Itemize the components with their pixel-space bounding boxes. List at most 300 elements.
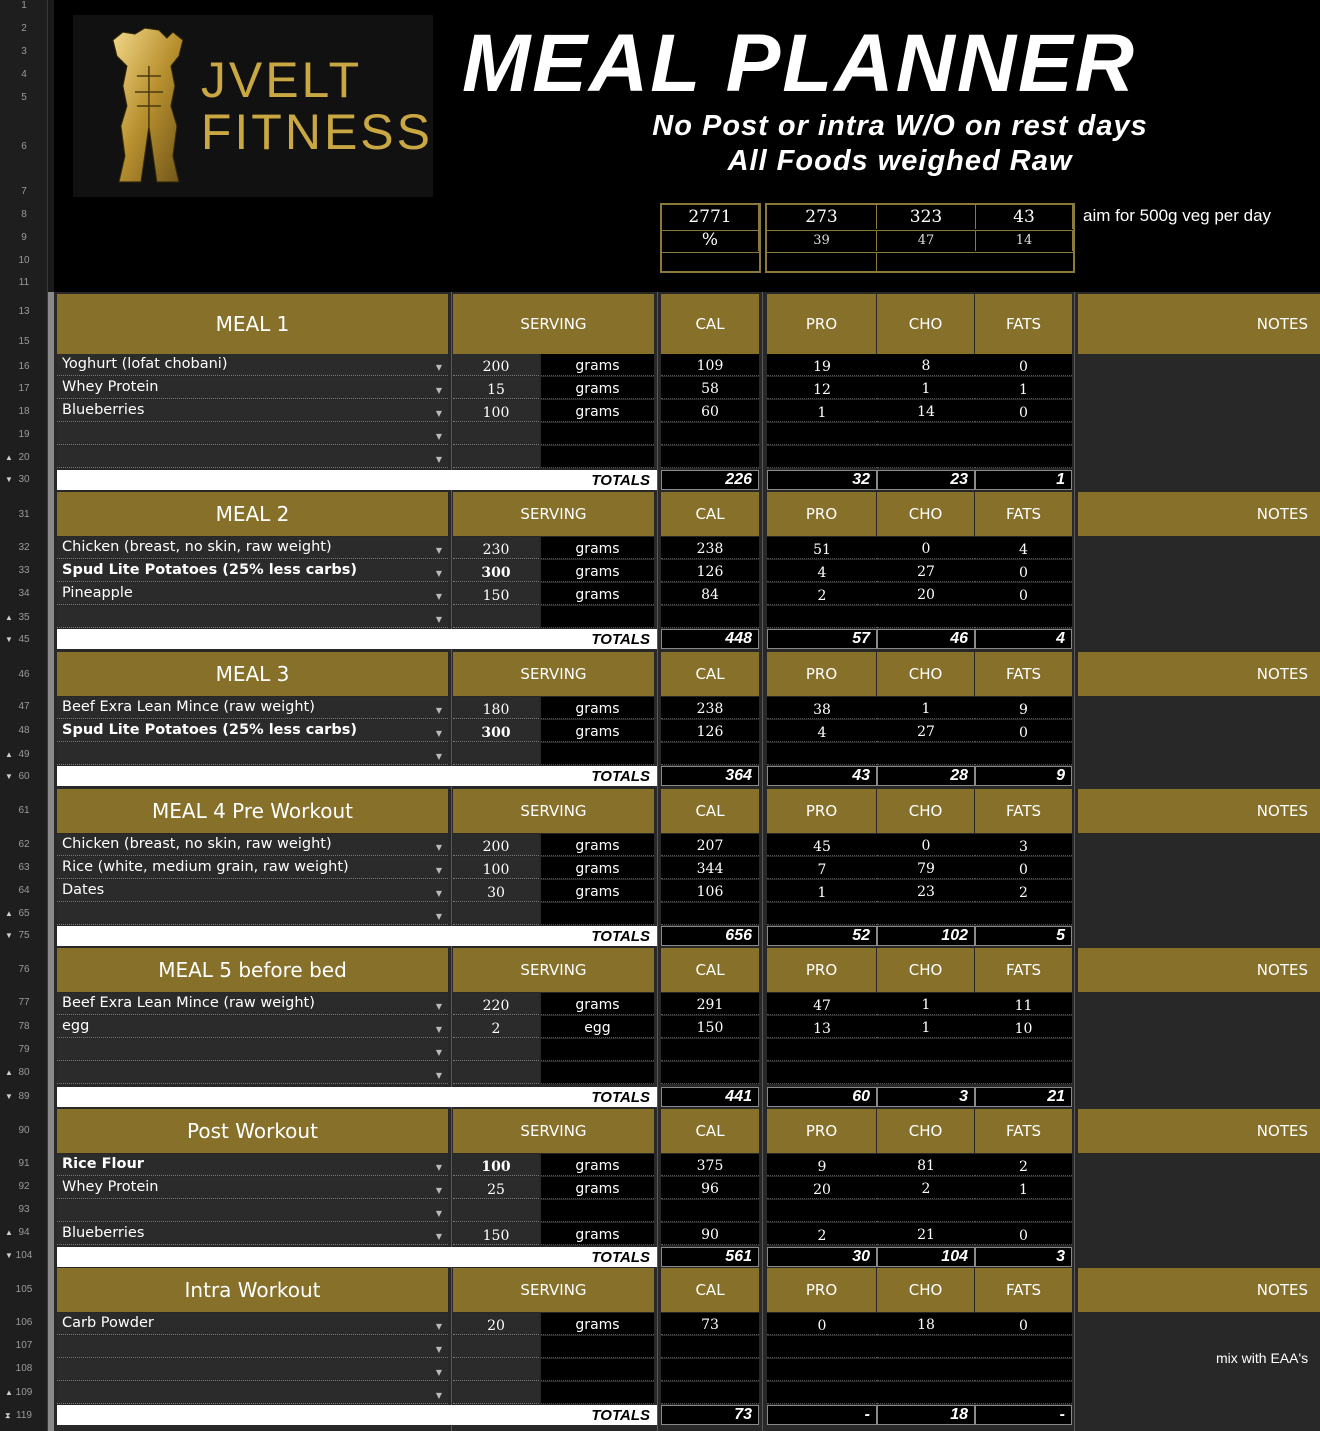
notes-header: NOTES xyxy=(1078,652,1320,696)
serving-unit xyxy=(541,423,654,445)
serving-qty-input[interactable]: 100 xyxy=(453,857,539,879)
freeze-pane-divider[interactable] xyxy=(48,0,54,292)
food-select[interactable] xyxy=(57,720,448,742)
row-number[interactable] xyxy=(0,69,48,81)
row-number[interactable] xyxy=(0,1227,48,1239)
dropdown-arrow-icon[interactable]: ▼ xyxy=(435,1209,442,1218)
row-number[interactable] xyxy=(0,383,48,395)
row-number[interactable] xyxy=(0,209,48,221)
food-select[interactable] xyxy=(57,400,448,422)
notes-header: NOTES xyxy=(1078,294,1320,354)
row-number[interactable] xyxy=(0,474,48,486)
row-number-label: 19 xyxy=(18,429,30,440)
total-cal: 73 xyxy=(661,1405,759,1425)
dropdown-arrow-icon[interactable]: ▼ xyxy=(435,729,442,738)
serving-unit: grams xyxy=(541,697,654,719)
pro-value: 1 xyxy=(767,880,877,902)
group-expand-icon[interactable]: ▲ xyxy=(5,1068,13,1077)
row-number[interactable] xyxy=(0,612,48,624)
pro-header: PRO xyxy=(767,948,876,992)
cho-value xyxy=(877,743,975,765)
row-number-label: 65 xyxy=(18,908,30,919)
cho-value: 21 xyxy=(877,1223,975,1245)
dropdown-arrow-icon[interactable]: ▼ xyxy=(435,1391,442,1400)
food-select[interactable] xyxy=(57,880,448,902)
food-name: Blueberries xyxy=(62,402,145,418)
row-number[interactable] xyxy=(0,1340,48,1352)
cho-value: 2 xyxy=(877,1177,975,1199)
total-cal: 656 xyxy=(661,926,759,946)
row-number[interactable] xyxy=(0,1284,48,1296)
meal-title: MEAL 3 xyxy=(57,652,448,696)
row-number[interactable] xyxy=(0,306,48,318)
row-number[interactable] xyxy=(0,452,48,464)
dropdown-arrow-icon[interactable]: ▼ xyxy=(435,1232,442,1241)
row-number[interactable] xyxy=(0,429,48,441)
row-number[interactable] xyxy=(0,885,48,897)
row-number[interactable] xyxy=(0,361,48,373)
fats-value xyxy=(975,423,1072,445)
row-number-label: 49 xyxy=(18,749,30,760)
cal-value: 150 xyxy=(661,1016,759,1038)
bodybuilder-figure-icon xyxy=(101,26,197,186)
group-expand-icon[interactable]: ▲ xyxy=(5,1228,13,1237)
cho-value xyxy=(877,1039,975,1061)
cal-value: 238 xyxy=(661,537,759,559)
serving-qty-input[interactable] xyxy=(453,1336,539,1358)
row-number[interactable] xyxy=(0,930,48,942)
serving-qty-input[interactable]: 15 xyxy=(453,377,539,399)
dropdown-arrow-icon[interactable]: ▼ xyxy=(435,752,442,761)
row-number-label: 105 xyxy=(15,1284,33,1295)
fats-value: 0 xyxy=(975,857,1072,879)
pro-value: 20 xyxy=(767,1177,877,1199)
row-number[interactable] xyxy=(0,0,48,12)
cal-value: 58 xyxy=(661,377,759,399)
pro-percent: 39 xyxy=(767,231,877,251)
row-number[interactable] xyxy=(0,908,48,920)
food-select[interactable] xyxy=(57,743,448,765)
serving-unit: grams xyxy=(541,1154,654,1176)
total-calories: 2771 xyxy=(662,205,759,229)
brand-name xyxy=(201,54,433,158)
dropdown-arrow-icon[interactable]: ▼ xyxy=(435,912,442,921)
row-number-label: 94 xyxy=(18,1227,30,1238)
serving-qty-input[interactable]: 300 xyxy=(453,720,539,742)
food-name: Spud Lite Potatoes (25% less carbs) xyxy=(62,722,357,738)
dropdown-arrow-icon[interactable]: ▼ xyxy=(435,455,442,464)
cho-value: 81 xyxy=(877,1154,975,1176)
serving-unit xyxy=(541,446,654,468)
cho-value xyxy=(877,423,975,445)
serving-unit: grams xyxy=(541,377,654,399)
food-select[interactable] xyxy=(57,1154,448,1176)
total-cal: 561 xyxy=(661,1247,759,1267)
food-name: Chicken (breast, no skin, raw weight) xyxy=(62,539,332,555)
fats-value: 11 xyxy=(975,993,1072,1015)
row-number-label: 45 xyxy=(18,634,30,645)
serving-qty-input[interactable]: 25 xyxy=(453,1177,539,1199)
group-collapse-icon[interactable]: ⧗ xyxy=(5,1411,11,1420)
total-pro: 43 xyxy=(767,766,877,786)
serving-qty-input[interactable]: 220 xyxy=(453,993,539,1015)
row-number-label: 20 xyxy=(18,452,30,463)
row-number[interactable] xyxy=(0,725,48,737)
row-number-label: 79 xyxy=(18,1044,30,1055)
row-number[interactable] xyxy=(0,255,48,267)
row-number-label: 108 xyxy=(15,1363,33,1374)
row-number[interactable] xyxy=(0,23,48,35)
cho-value: 1 xyxy=(877,993,975,1015)
food-select[interactable] xyxy=(57,1016,448,1038)
row-number[interactable] xyxy=(0,1387,48,1399)
food-name: Chicken (breast, no skin, raw weight) xyxy=(62,836,332,852)
row-number-label: 33 xyxy=(18,565,30,576)
food-select[interactable] xyxy=(57,1382,448,1404)
serving-qty-input[interactable]: 20 xyxy=(453,1313,539,1335)
meal-title: MEAL 2 xyxy=(57,492,448,536)
total-pro: 273 xyxy=(767,205,877,229)
food-select[interactable] xyxy=(57,354,448,376)
row-number-label: 60 xyxy=(18,771,30,782)
food-select[interactable] xyxy=(57,1359,448,1381)
pro-value xyxy=(767,1382,877,1404)
row-number[interactable] xyxy=(0,1410,48,1422)
food-name: Rice Flour xyxy=(62,1156,144,1172)
row-number[interactable] xyxy=(0,92,48,104)
serving-qty-input[interactable]: 230 xyxy=(453,537,539,559)
food-select[interactable] xyxy=(57,834,448,856)
total-pro: 30 xyxy=(767,1247,877,1267)
row-number-label: 34 xyxy=(18,588,30,599)
dropdown-arrow-icon[interactable]: ▼ xyxy=(435,1048,442,1057)
serving-qty-input[interactable] xyxy=(453,446,539,468)
row-number[interactable] xyxy=(0,805,48,817)
pro-value: 51 xyxy=(767,537,877,559)
total-fats: 9 xyxy=(975,766,1072,786)
fats-value: 0 xyxy=(975,560,1072,582)
cho-value xyxy=(877,903,975,925)
serving-qty-input[interactable] xyxy=(453,1382,539,1404)
cho-value xyxy=(877,1062,975,1084)
row-number-label: 15 xyxy=(18,336,30,347)
row-number[interactable] xyxy=(0,277,48,289)
serving-header: SERVING xyxy=(453,294,654,354)
totals-label: TOTALS xyxy=(591,472,650,489)
serving-qty-input[interactable] xyxy=(453,423,539,445)
serving-qty-input[interactable]: 2 xyxy=(453,1016,539,1038)
totals-label: TOTALS xyxy=(591,1249,650,1266)
fats-value: 3 xyxy=(975,834,1072,856)
serving-qty-input[interactable] xyxy=(453,1200,539,1222)
serving-qty-input[interactable] xyxy=(453,1062,539,1084)
serving-qty-input[interactable] xyxy=(453,903,539,925)
row-number[interactable] xyxy=(0,336,48,348)
row-number[interactable] xyxy=(0,1044,48,1056)
food-select[interactable] xyxy=(57,560,448,582)
food-select[interactable] xyxy=(57,583,448,605)
pro-value: 2 xyxy=(767,1223,877,1245)
totals-label: TOTALS xyxy=(591,631,650,648)
pro-value xyxy=(767,446,877,468)
cal-value: 207 xyxy=(661,834,759,856)
group-collapse-icon[interactable]: ▼ xyxy=(5,931,13,940)
row-number-label: 91 xyxy=(18,1158,30,1169)
fats-value: 1 xyxy=(975,377,1072,399)
row-number[interactable] xyxy=(0,839,48,851)
cal-value xyxy=(661,423,759,445)
serving-unit: grams xyxy=(541,537,654,559)
row-number[interactable] xyxy=(0,1067,48,1079)
serving-header: SERVING xyxy=(453,652,654,696)
cho-percent: 47 xyxy=(877,231,976,251)
row-number[interactable] xyxy=(0,1091,48,1103)
serving-qty-input[interactable]: 180 xyxy=(453,697,539,719)
food-select[interactable] xyxy=(57,423,448,445)
dropdown-arrow-icon[interactable]: ▼ xyxy=(435,386,442,395)
fats-value xyxy=(975,1336,1072,1358)
cal-value xyxy=(661,743,759,765)
column-divider xyxy=(1074,292,1075,1431)
dropdown-arrow-icon[interactable]: ▼ xyxy=(435,546,442,555)
macro-summary-box xyxy=(765,203,1075,273)
pro-value: 13 xyxy=(767,1016,877,1038)
cal-value: 96 xyxy=(661,1177,759,1199)
empty-cell xyxy=(767,253,877,271)
food-select[interactable] xyxy=(57,377,448,399)
food-name: egg xyxy=(62,1018,90,1034)
row-number[interactable] xyxy=(0,862,48,874)
cho-value: 0 xyxy=(877,834,975,856)
serving-qty-input[interactable]: 30 xyxy=(453,880,539,902)
cho-value xyxy=(877,1336,975,1358)
food-name: Blueberries xyxy=(62,1225,145,1241)
dropdown-arrow-icon[interactable]: ▼ xyxy=(435,615,442,624)
row-number[interactable] xyxy=(0,565,48,577)
row-number-label: 63 xyxy=(18,862,30,873)
group-collapse-icon[interactable]: ▼ xyxy=(5,772,13,781)
fats-header: FATS xyxy=(975,1109,1072,1153)
row-number-label: 35 xyxy=(18,612,30,623)
serving-unit: grams xyxy=(541,560,654,582)
row-number[interactable] xyxy=(0,542,48,554)
serving-qty-input[interactable]: 200 xyxy=(453,354,539,376)
dropdown-arrow-icon[interactable]: ▼ xyxy=(435,1163,442,1172)
serving-unit: grams xyxy=(541,583,654,605)
cho-value: 20 xyxy=(877,583,975,605)
dropdown-arrow-icon[interactable]: ▼ xyxy=(435,866,442,875)
food-select[interactable] xyxy=(57,697,448,719)
cho-value: 27 xyxy=(877,720,975,742)
dropdown-arrow-icon[interactable]: ▼ xyxy=(435,363,442,372)
row-number-label: 31 xyxy=(18,509,30,520)
pro-value: 7 xyxy=(767,857,877,879)
row-number[interactable] xyxy=(0,509,48,521)
serving-qty-input[interactable]: 300 xyxy=(453,560,539,582)
row-number-label: 46 xyxy=(18,669,30,680)
row-number[interactable] xyxy=(0,1181,48,1193)
dropdown-arrow-icon[interactable]: ▼ xyxy=(435,706,442,715)
row-number-label: 89 xyxy=(18,1091,30,1102)
fats-value xyxy=(975,1062,1072,1084)
row-number[interactable] xyxy=(0,634,48,646)
food-select[interactable] xyxy=(57,1177,448,1199)
food-select[interactable] xyxy=(57,446,448,468)
group-expand-icon[interactable]: ▲ xyxy=(5,1388,13,1397)
food-select[interactable] xyxy=(57,1223,448,1245)
total-cho: 104 xyxy=(877,1247,975,1267)
dropdown-arrow-icon[interactable]: ▼ xyxy=(435,1186,442,1195)
fats-value: 0 xyxy=(975,720,1072,742)
meal-grid xyxy=(54,292,1320,1431)
totals-label: TOTALS xyxy=(591,928,650,945)
fats-value: 10 xyxy=(975,1016,1072,1038)
food-select[interactable] xyxy=(57,1336,448,1358)
pro-value xyxy=(767,903,877,925)
serving-unit xyxy=(541,1359,654,1381)
row-number[interactable] xyxy=(0,1158,48,1170)
serving-qty-input[interactable]: 100 xyxy=(453,400,539,422)
cho-value xyxy=(877,446,975,468)
cho-value: 1 xyxy=(877,377,975,399)
row-number[interactable] xyxy=(0,1317,48,1329)
fats-value: 0 xyxy=(975,400,1072,422)
fats-value: 0 xyxy=(975,354,1072,376)
fats-value xyxy=(975,1382,1072,1404)
cho-value: 79 xyxy=(877,857,975,879)
group-collapse-icon[interactable]: ▼ xyxy=(5,635,13,644)
row-number[interactable] xyxy=(0,141,48,153)
pro-header: PRO xyxy=(767,1109,876,1153)
food-name: Beef Exra Lean Mince (raw weight) xyxy=(62,995,315,1011)
page-title: MEAL PLANNER xyxy=(462,18,1136,109)
group-collapse-icon[interactable]: ▼ xyxy=(5,1092,13,1101)
serving-qty-input[interactable]: 200 xyxy=(453,834,539,856)
row-number[interactable] xyxy=(0,588,48,600)
serving-qty-input[interactable]: 150 xyxy=(453,583,539,605)
dropdown-arrow-icon[interactable]: ▼ xyxy=(435,1322,442,1331)
food-select[interactable] xyxy=(57,857,448,879)
serving-qty-input[interactable]: 150 xyxy=(453,1223,539,1245)
food-select[interactable] xyxy=(57,1313,448,1335)
row-number[interactable] xyxy=(0,1363,48,1375)
total-pro: 32 xyxy=(767,470,877,490)
food-select[interactable] xyxy=(57,1062,448,1084)
serving-unit: grams xyxy=(541,880,654,902)
row-number[interactable] xyxy=(0,1204,48,1216)
row-number[interactable] xyxy=(0,669,48,681)
cal-value xyxy=(661,1382,759,1404)
cal-header: CAL xyxy=(661,652,759,696)
row-number-label: 9 xyxy=(21,232,27,243)
serving-qty-input[interactable]: 100 xyxy=(453,1154,539,1176)
food-name: Whey Protein xyxy=(62,379,159,395)
pro-value xyxy=(767,1039,877,1061)
row-number[interactable] xyxy=(0,232,48,244)
food-select[interactable] xyxy=(57,903,448,925)
row-number[interactable] xyxy=(0,186,48,198)
group-expand-icon[interactable]: ▲ xyxy=(5,453,13,462)
group-collapse-icon[interactable]: ▼ xyxy=(5,475,13,484)
brand-line-1: JVELT xyxy=(200,52,363,108)
brand-line-2: FITNESS xyxy=(200,104,433,160)
row-number[interactable] xyxy=(0,749,48,761)
meal-title: MEAL 5 before bed xyxy=(57,948,448,992)
serving-qty-input[interactable] xyxy=(453,1359,539,1381)
row-number[interactable] xyxy=(0,771,48,783)
total-pro: 60 xyxy=(767,1087,877,1107)
total-fats: 4 xyxy=(975,629,1072,649)
food-select[interactable] xyxy=(57,993,448,1015)
cho-header: CHO xyxy=(877,948,974,992)
row-number-label: 106 xyxy=(15,1317,33,1328)
row-number[interactable] xyxy=(0,406,48,418)
group-expand-icon[interactable]: ▲ xyxy=(5,750,13,759)
food-select[interactable] xyxy=(57,1039,448,1061)
dropdown-arrow-icon[interactable]: ▼ xyxy=(435,1025,442,1034)
row-number[interactable] xyxy=(0,1021,48,1033)
row-number[interactable] xyxy=(0,46,48,58)
dropdown-arrow-icon[interactable]: ▼ xyxy=(435,1002,442,1011)
food-select[interactable] xyxy=(57,1200,448,1222)
pro-value xyxy=(767,1200,877,1222)
group-expand-icon[interactable]: ▲ xyxy=(5,613,13,622)
serving-unit: grams xyxy=(541,1313,654,1335)
dropdown-arrow-icon[interactable]: ▼ xyxy=(435,843,442,852)
dropdown-arrow-icon[interactable]: ▼ xyxy=(435,1345,442,1354)
cho-value: 27 xyxy=(877,560,975,582)
row-number-label: 80 xyxy=(18,1067,30,1078)
column-divider xyxy=(657,292,658,1431)
row-number-label: 5 xyxy=(21,92,27,103)
pro-header: PRO xyxy=(767,1268,876,1312)
serving-qty-input[interactable] xyxy=(453,1039,539,1061)
serving-qty-input[interactable] xyxy=(453,743,539,765)
dropdown-arrow-icon[interactable]: ▼ xyxy=(435,1368,442,1377)
pro-header: PRO xyxy=(767,789,876,833)
cal-value: 84 xyxy=(661,583,759,605)
row-number[interactable] xyxy=(0,1125,48,1137)
food-select[interactable] xyxy=(57,537,448,559)
row-number[interactable] xyxy=(0,997,48,1009)
dropdown-arrow-icon[interactable]: ▼ xyxy=(435,409,442,418)
row-number[interactable] xyxy=(0,1250,48,1262)
dropdown-arrow-icon[interactable]: ▼ xyxy=(435,889,442,898)
cal-header: CAL xyxy=(661,948,759,992)
cho-header: CHO xyxy=(877,652,974,696)
dropdown-arrow-icon[interactable]: ▼ xyxy=(435,1071,442,1080)
serving-qty-input[interactable] xyxy=(453,606,539,628)
pro-value xyxy=(767,1359,877,1381)
total-fats: 5 xyxy=(975,926,1072,946)
dropdown-arrow-icon[interactable]: ▼ xyxy=(435,569,442,578)
row-number[interactable] xyxy=(0,964,48,976)
serving-header: SERVING xyxy=(453,1109,654,1153)
fats-value: 0 xyxy=(975,1223,1072,1245)
brand-logo xyxy=(73,15,433,197)
food-select[interactable] xyxy=(57,606,448,628)
dropdown-arrow-icon[interactable]: ▼ xyxy=(435,592,442,601)
fats-value xyxy=(975,606,1072,628)
dropdown-arrow-icon[interactable]: ▼ xyxy=(435,432,442,441)
cal-value: 73 xyxy=(661,1313,759,1335)
row-number-label: 4 xyxy=(21,69,27,80)
group-collapse-icon[interactable]: ▼ xyxy=(5,1251,13,1260)
group-expand-icon[interactable]: ▲ xyxy=(5,909,13,918)
row-number[interactable] xyxy=(0,701,48,713)
total-pro: 52 xyxy=(767,926,877,946)
totals-label: TOTALS xyxy=(591,768,650,785)
